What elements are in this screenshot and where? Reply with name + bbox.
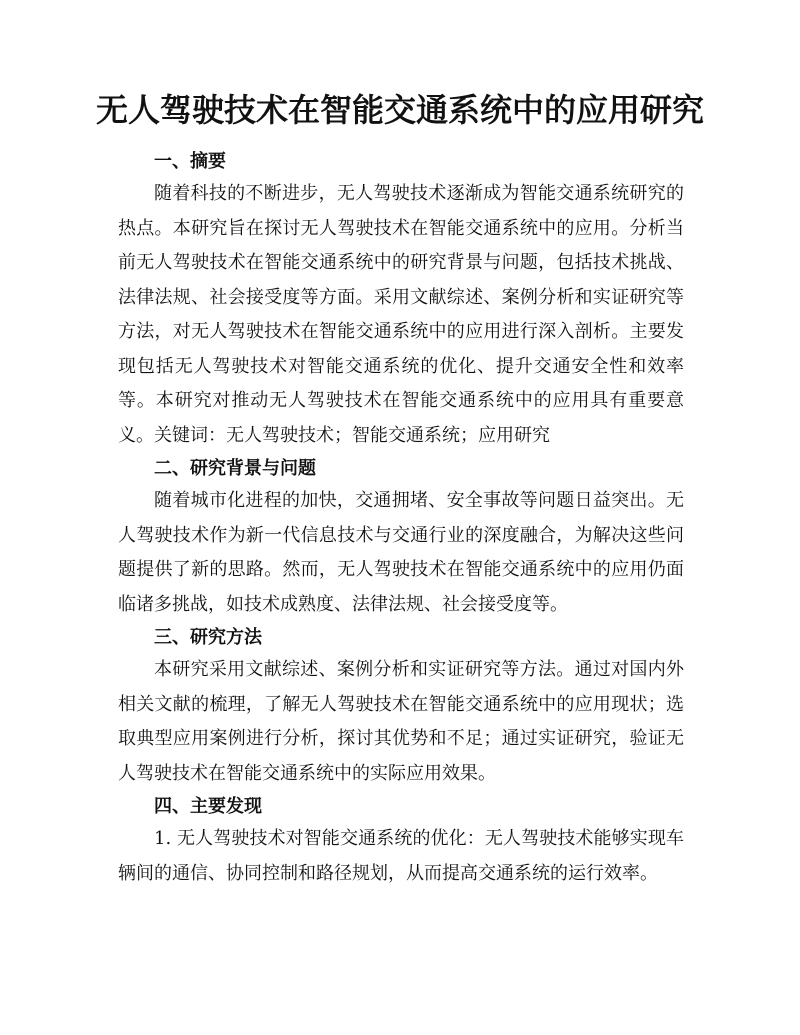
methods-paragraph: 本研究采用文献综述、案例分析和实证研究等方法。通过对国内外相关文献的梳理，了解无人驾驶技术在智能交通系统中的应用现状；选取典型应用案例进行分析，探讨其优势和不足；通过实证研究，验证无人驾驶技术在智能交通系统中的实际应用效果。 <box>118 659 684 784</box>
section-background <box>118 453 684 622</box>
section-heading-abstract: 一、摘要 <box>154 151 226 172</box>
findings-paragraph-1: 1. 无人驾驶技术对智能交通系统的优化：无人驾驶技术能够实现车辆间的通信、协同控制和路径规划，从而提高交通系统的运行效率。 <box>118 828 684 884</box>
background-paragraph: 随着城市化进程的加快，交通拥堵、安全事故等问题日益突出。无人驾驶技术作为新一代信息技术与交通行业的深度融合，为解决这些问题提供了新的思路。然而，无人驾驶技术在智能交通系统中的应用仍面临诸多挑战，如技术成熟度、法律法规、社会接受度等。 <box>118 490 684 615</box>
section-heading-findings: 四、主要发现 <box>154 796 262 817</box>
section-findings <box>118 791 684 891</box>
section-heading-methods: 三、研究方法 <box>154 627 262 648</box>
document-title: 无人驾驶技术在智能交通系统中的应用研究 <box>95 91 704 129</box>
section-abstract <box>118 146 684 453</box>
abstract-paragraph: 随着科技的不断进步，无人驾驶技术逐渐成为智能交通系统研究的热点。本研究旨在探讨无人驾驶技术在智能交通系统中的应用。分析当前无人驾驶技术在智能交通系统中的研究背景与问题，包括技术挑战、法律法规、社会接受度等方面。采用文献综述、案例分析和实证研究等方法，对无人驾驶技术在智能交通系统中的应用进行深入剖析。主要发现包括无人驾驶技术对智能交通系统的优化、提升交通安全性和效率等。本研究对推动无人驾驶技术在智能交通系统中的应用具有重要意义。关键词：无人驾驶技术；智能交通系统；应用研究 <box>118 183 684 446</box>
section-methods <box>118 622 684 791</box>
section-heading-background: 二、研究背景与问题 <box>154 458 316 479</box>
document-body <box>118 146 684 891</box>
